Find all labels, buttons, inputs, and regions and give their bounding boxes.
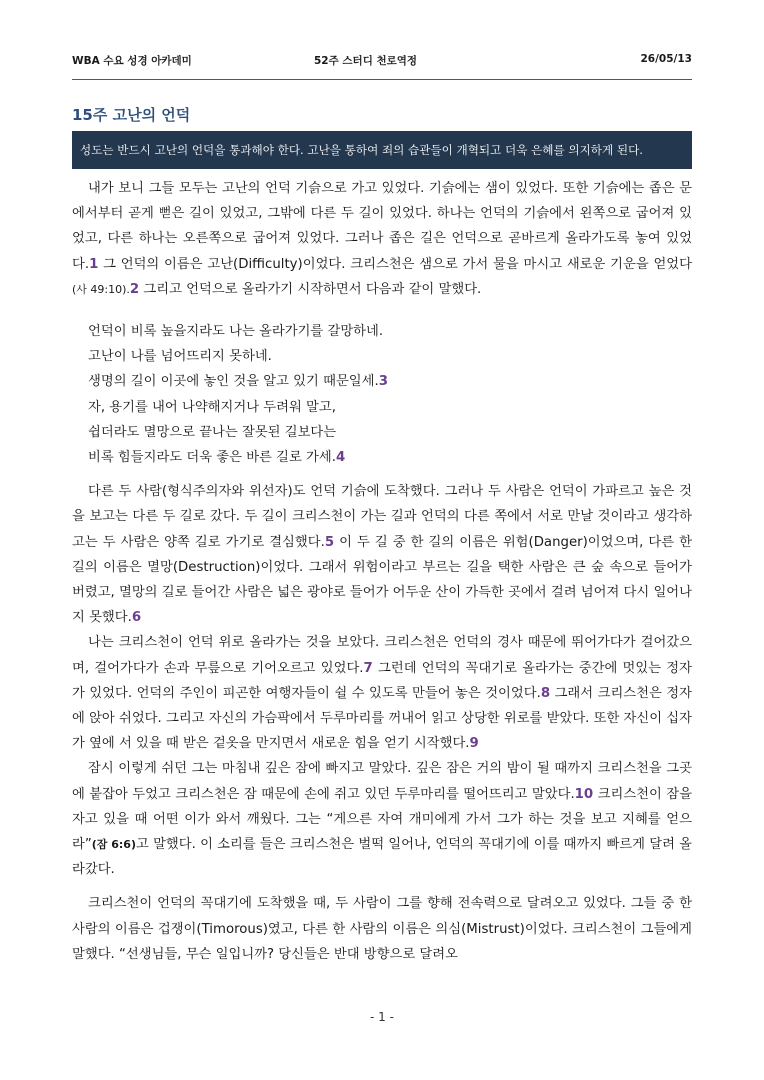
footnote-6: 6 <box>131 610 142 626</box>
poem-line-1 <box>88 319 692 344</box>
paragraph-4 <box>72 756 692 882</box>
header-academy: WBA 수요 성경 아카데미 <box>72 55 192 67</box>
page-header <box>72 53 692 71</box>
footnote-1: 1 <box>89 256 99 272</box>
footnote-5: 5 <box>324 534 335 550</box>
paragraph-4-text-b: 크리스천이 잠을 자고 있을 때 어떤 이가 와서 깨웠다. 그는 “게으른 자여 개미에게 가서 그가 하는 것을 보고 지혜를 얻으라” <box>72 786 692 852</box>
summary-banner: 성도는 반드시 고난의 언덕을 통과해야 한다. 고난을 통하여 죄의 습관들이 개혁되고 더욱 은혜를 의지하게 된다. <box>72 131 692 169</box>
scripture-ref-isaiah: (사 49:10). <box>72 282 130 296</box>
footnote-7: 7 <box>363 660 373 676</box>
poem-line-3-text: 생명의 길이 이곳에 놓인 것을 알고 있기 때문일세. <box>88 374 379 390</box>
paragraph-3 <box>72 630 692 756</box>
lesson-title: 15주 고난의 언덕 <box>72 106 191 124</box>
poem-line-5-text: 쉽더라도 멸망으로 끝나는 잘못된 길보다는 <box>88 424 337 440</box>
poem <box>88 319 692 470</box>
paragraph-2-text-a: 다른 두 사람(형식주의자와 위선자)도 언덕 기슭에 도착했다. 그러나 두 사람은 언덕이 가파르고 높은 것을 보고는 다른 두 길로 갔다. 두 길이 크리스천이 가는 길과 언덕의 다른 쪽에서 서로 만날 것이라고 생각하고는 두 사람은 양쪽 길로 가기로 결심했다. <box>72 484 692 550</box>
paragraph-3-text-b: 그런데 언덕의 꼭대기로 올라가는 중간에 멋있는 정자가 있었다. 언덕의 주인이 피곤한 여행자들이 쉴 수 있도록 만들어 놓은 것이었다. <box>72 660 692 701</box>
footnote-8: 8 <box>540 685 551 701</box>
paragraph-1-text-b: 그 언덕의 이름은 고난(Difficulty)이었다. 크리스천은 샘으로 가서 물을 마시고 새로운 기운을 얻었다 <box>98 256 692 272</box>
paragraph-2-text-b: 이 두 길 중 한 길의 이름은 위험(Danger)이었으며, 다른 한 길의 이름은 멸망(Destruction)이었다. 그래서 위험이라고 부르는 길을 택한 사람은 큰 숲 속으로 들어가 버렸고, 멸망의 길로 들어간 사람은 넓은 광야로 들어가 어두운 산이 가득한 곳에서 걸려 넘어져 다시 일어나지 못했다. <box>72 534 692 626</box>
footnote-9: 9 <box>469 736 479 752</box>
paragraph-4-text-a: 잠시 이렇게 쉬던 그는 마침내 깊은 잠에 빠지고 말았다. 깊은 잠은 거의 밤이 될 때까지 크리스천을 그곳에 붙잡아 두었고 크리스천은 잠 때문에 손에 쥐고 있던 두루마리를 떨어뜨리고 말았다. <box>72 761 692 802</box>
poem-line-1-text: 언덕이 비록 높을지라도 나는 올라가기를 갈망하네. <box>88 324 384 340</box>
footnote-4: 4 <box>335 449 346 465</box>
poem-line-2 <box>88 344 692 369</box>
page-number: - 1 - <box>370 1010 394 1024</box>
footnote-2: 2 <box>129 281 140 297</box>
footnote-3: 3 <box>378 374 388 390</box>
poem-line-6-text: 비록 힘들지라도 더욱 좋은 바른 길로 가세. <box>88 449 336 465</box>
scripture-ref-proverbs: (잠 6:6) <box>91 837 136 851</box>
poem-line-4-text: 자, 용기를 내어 나약해지거나 두려워 말고, <box>88 399 336 415</box>
poem-line-6 <box>88 445 692 470</box>
poem-line-5 <box>88 420 692 445</box>
header-date: 26/05/13 <box>640 53 692 65</box>
poem-line-4 <box>88 395 692 420</box>
paragraph-1 <box>72 176 692 302</box>
header-divider <box>72 79 692 80</box>
paragraph-1-text-c: 그리고 언덕으로 올라가기 시작하면서 다음과 같이 말했다. <box>139 281 482 297</box>
paragraph-3-text-c: 그래서 크리스천은 정자에 앉아 쉬었다. 그리고 자신의 가슴팍에서 두루마리를 꺼내어 읽고 상당한 위로를 받았다. 또한 자신이 십자가 옆에 서 있을 때 받은 겉옷을 만지면서 새로운 힘을 얻기 시작했다. <box>72 685 692 752</box>
paragraph-3-text-a: 나는 크리스천이 언덕 위로 올라가는 것을 보았다. 크리스천은 언덕의 경사 때문에 뛰어가다가 걸어갔으며, 걸어가다가 손과 무릎으로 기어오르고 있었다. <box>72 635 692 676</box>
paragraph-1-text-a: 내가 보니 그들 모두는 고난의 언덕 기슭으로 가고 있었다. 기슭에는 샘이 있었다. 또한 기슭에는 좁은 문에서부터 곧게 뻗은 길이 있었고, 그밖에 다른 두 길이 있었다. 하나는 언덕의 기슭에서 왼쪽으로 굽어져 있었고, 다른 하나는 오른쪽으로 굽어져 있었다. 그러나 좁은 길은 언덕으로 곧바르게 올라가도록 놓여 있었다. <box>72 181 692 272</box>
footnote-10: 10 <box>574 786 594 802</box>
header-study-title: 52주 스터디 천로역정 <box>314 55 418 67</box>
poem-line-3 <box>88 369 692 394</box>
paragraph-4-text-c: 고 말했다. 이 소리를 들은 크리스천은 벌떡 일어나, 언덕의 꼭대기에 이를 때까지 빠르게 달려 올라갔다. <box>72 836 693 878</box>
paragraph-2 <box>72 479 692 630</box>
paragraph-5: 크리스천이 언덕의 꼭대기에 도착했을 때, 두 사람이 그를 향해 전속력으로 달려오고 있었다. 그들 중 한 사람의 이름은 겁쟁이(Timorous)였고, 다른 한 사람의 이름은 의심(Mistrust)이었다. 크리스천이 그들에게 말했다. “선생님들, 무슨 일입니까? 당신들은 반대 방향으로 달려오 <box>72 896 692 962</box>
poem-line-2-text: 고난이 나를 넘어뜨리지 못하네. <box>88 349 272 365</box>
document-body <box>72 176 692 967</box>
